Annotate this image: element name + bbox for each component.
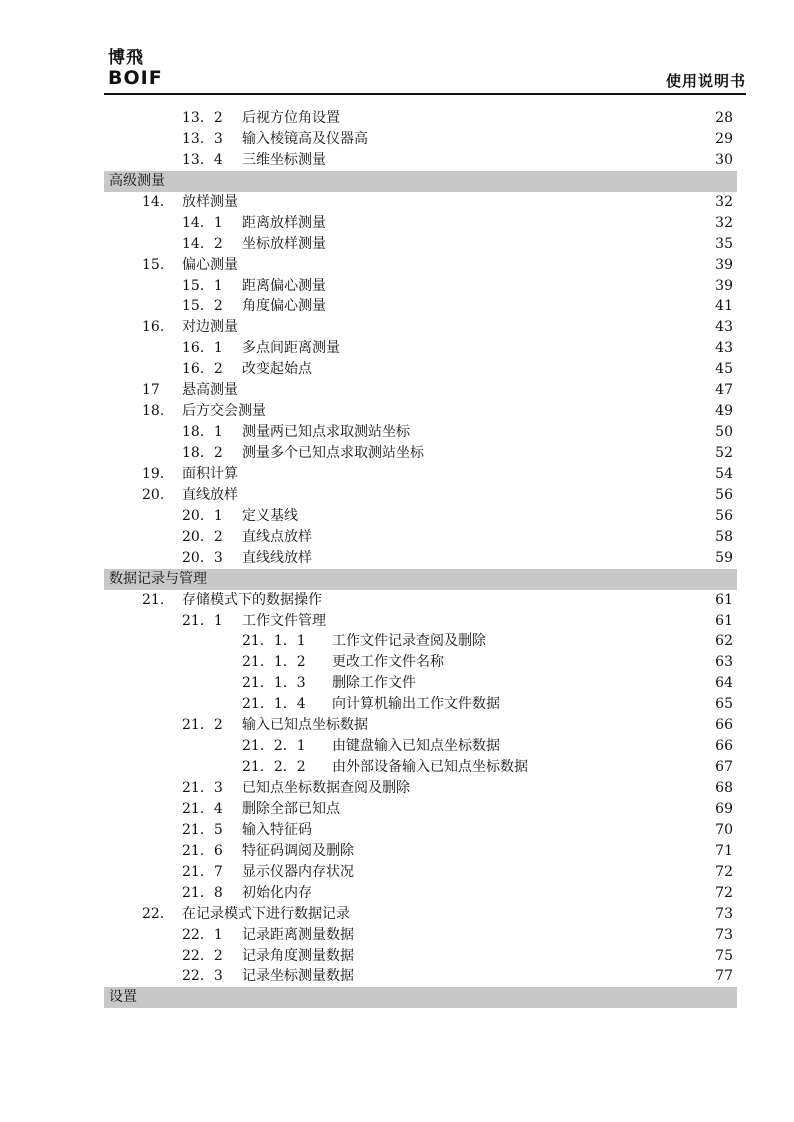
toc-entry[interactable] bbox=[104, 485, 737, 506]
toc-entry[interactable] bbox=[104, 946, 737, 967]
toc-entry-number: 13．3 bbox=[182, 130, 223, 147]
toc-entry-title: 输入棱镜高及仪器高 bbox=[242, 130, 368, 147]
toc-entry[interactable] bbox=[104, 401, 737, 422]
toc-entry-number: 21．3 bbox=[182, 780, 223, 796]
toc-entry[interactable] bbox=[104, 422, 737, 443]
toc-entry-title: 在记录模式下进行数据记录 bbox=[182, 905, 350, 922]
toc-entry-title: 放样测量 bbox=[182, 193, 238, 210]
toc-entry[interactable] bbox=[104, 799, 737, 820]
toc-entry[interactable] bbox=[104, 841, 737, 862]
table-of-contents bbox=[104, 108, 737, 1008]
toc-entry-page: 63 bbox=[715, 654, 733, 671]
toc-entry-title: 直线放样 bbox=[182, 486, 238, 503]
toc-entry[interactable] bbox=[104, 736, 737, 757]
toc-entry[interactable] bbox=[104, 380, 737, 401]
toc-entry-number: 16．1 bbox=[182, 340, 223, 357]
toc-entry-title: 输入特征码 bbox=[242, 821, 312, 838]
toc-entry[interactable] bbox=[104, 296, 737, 317]
brand-logo-chinese: 博飛 bbox=[108, 48, 144, 68]
toc-entry-page: 58 bbox=[715, 528, 733, 545]
toc-entry[interactable] bbox=[104, 255, 737, 276]
toc-entry-number: 20．1 bbox=[182, 507, 223, 524]
toc-entry[interactable] bbox=[104, 778, 737, 799]
toc-entry-number: 20．3 bbox=[182, 549, 223, 566]
toc-entry-page: 65 bbox=[715, 696, 733, 713]
toc-entry-title: 坐标放样测量 bbox=[242, 235, 326, 252]
toc-entry-title: 角度偏心测量 bbox=[242, 298, 326, 315]
toc-entry-page: 70 bbox=[715, 821, 733, 838]
toc-entry-number: 21．1 bbox=[182, 612, 223, 629]
toc-entry-page: 43 bbox=[715, 319, 733, 336]
toc-entry[interactable] bbox=[104, 276, 737, 297]
toc-entry-title: 对边测量 bbox=[182, 319, 238, 336]
toc-entry-title: 工作文件记录查阅及删除 bbox=[332, 633, 486, 650]
toc-entry-title: 后视方位角设置 bbox=[242, 110, 340, 126]
toc-entry-page: 56 bbox=[715, 507, 733, 524]
toc-section-title: 高级测量 bbox=[109, 172, 165, 189]
toc-entry[interactable] bbox=[104, 631, 737, 652]
toc-entry-page: 73 bbox=[715, 905, 733, 922]
toc-section-title: 数据记录与管理 bbox=[109, 570, 207, 587]
toc-entry-page: 67 bbox=[715, 759, 733, 776]
toc-entry[interactable] bbox=[104, 129, 737, 150]
toc-entry-page: 66 bbox=[715, 717, 733, 734]
toc-entry-number: 20．2 bbox=[182, 528, 223, 545]
toc-entry-title: 更改工作文件名称 bbox=[332, 654, 444, 671]
toc-entry-number: 21．1．2 bbox=[242, 654, 306, 671]
toc-entry-page: 47 bbox=[715, 382, 733, 399]
toc-entry-title: 删除工作文件 bbox=[332, 675, 416, 692]
toc-entry[interactable] bbox=[104, 904, 737, 925]
toc-entry-title: 改变起始点 bbox=[242, 361, 312, 378]
toc-section-header bbox=[104, 171, 737, 192]
toc-entry-page: 61 bbox=[715, 612, 733, 629]
toc-entry-number: 21．5 bbox=[182, 821, 223, 838]
toc-entry-number: 21．6 bbox=[182, 842, 223, 859]
toc-entry-title: 悬高测量 bbox=[182, 382, 238, 399]
toc-entry-number: 16．2 bbox=[182, 361, 223, 378]
toc-entry-title: 显示仪器内存状况 bbox=[242, 863, 354, 880]
toc-entry-number: 22．3 bbox=[182, 968, 223, 985]
toc-entry-title: 测量多个已知点求取测站坐标 bbox=[242, 445, 424, 461]
toc-entry-number: 19. bbox=[142, 465, 165, 482]
toc-entry-title: 直线线放样 bbox=[242, 549, 312, 566]
toc-entry-number: 15．2 bbox=[182, 298, 223, 315]
toc-entry-number: 13．4 bbox=[182, 151, 223, 168]
toc-entry-page: 52 bbox=[715, 445, 733, 461]
toc-entry[interactable] bbox=[104, 820, 737, 841]
toc-entry-page: 35 bbox=[715, 235, 733, 252]
toc-entry-title: 删除全部已知点 bbox=[242, 800, 340, 817]
toc-entry[interactable] bbox=[104, 527, 737, 548]
toc-entry-page: 72 bbox=[715, 863, 733, 880]
manual-title: 使用说明书 bbox=[665, 72, 746, 90]
toc-entry-title: 后方交会测量 bbox=[182, 403, 266, 420]
toc-entry-page: 30 bbox=[715, 151, 733, 168]
toc-entry-title: 输入已知点坐标数据 bbox=[242, 717, 368, 734]
toc-entry-page: 39 bbox=[715, 256, 733, 273]
toc-entry-number: 21．1．1 bbox=[242, 633, 306, 650]
toc-entry-title: 已知点坐标数据查阅及删除 bbox=[242, 780, 410, 796]
toc-entry-page: 54 bbox=[715, 465, 733, 482]
toc-entry-title: 工作文件管理 bbox=[242, 612, 326, 629]
toc-entry[interactable] bbox=[104, 652, 737, 673]
toc-entry-number: 13．2 bbox=[182, 110, 223, 126]
toc-entry-number: 22. bbox=[142, 905, 165, 922]
toc-entry-page: 32 bbox=[715, 193, 733, 210]
toc-entry-title: 由键盘输入已知点坐标数据 bbox=[332, 738, 500, 755]
toc-entry[interactable] bbox=[104, 673, 737, 694]
toc-entry[interactable] bbox=[104, 611, 737, 632]
toc-entry[interactable] bbox=[104, 192, 737, 213]
toc-entry-page: 72 bbox=[715, 884, 733, 901]
toc-entry[interactable] bbox=[104, 506, 737, 527]
toc-entry[interactable] bbox=[104, 464, 737, 485]
toc-entry-title: 记录坐标测量数据 bbox=[242, 968, 354, 985]
brand-logo-english: BOIF bbox=[108, 67, 163, 89]
toc-entry-title: 偏心测量 bbox=[182, 256, 238, 273]
toc-entry-title: 距离放样测量 bbox=[242, 214, 326, 231]
toc-entry[interactable] bbox=[104, 213, 737, 234]
toc-entry-title: 测量两已知点求取测站坐标 bbox=[242, 424, 410, 441]
toc-entry-title: 距离偏心测量 bbox=[242, 277, 326, 294]
toc-section-header bbox=[104, 987, 737, 1008]
toc-entry[interactable] bbox=[104, 548, 737, 569]
toc-entry-page: 29 bbox=[715, 130, 733, 147]
toc-entry-title: 多点间距离测量 bbox=[242, 340, 340, 357]
toc-entry-number: 18．2 bbox=[182, 445, 223, 461]
toc-entry-page: 75 bbox=[715, 947, 733, 964]
toc-entry-number: 16. bbox=[142, 319, 165, 336]
toc-entry-title: 记录角度测量数据 bbox=[242, 947, 354, 964]
toc-entry[interactable] bbox=[104, 150, 737, 171]
toc-entry-page: 73 bbox=[715, 926, 733, 943]
toc-entry-title: 三维坐标测量 bbox=[242, 151, 326, 168]
toc-entry-page: 41 bbox=[715, 298, 733, 315]
toc-entry-page: 49 bbox=[715, 403, 733, 420]
toc-entry-page: 56 bbox=[715, 486, 733, 503]
toc-entry-number: 15．1 bbox=[182, 277, 223, 294]
toc-entry-page: 71 bbox=[715, 842, 733, 859]
header-divider bbox=[104, 93, 746, 95]
toc-entry-page: 32 bbox=[715, 214, 733, 231]
toc-entry[interactable] bbox=[104, 443, 737, 464]
toc-entry[interactable] bbox=[104, 715, 737, 736]
page-header bbox=[104, 48, 746, 96]
toc-entry-title: 定义基线 bbox=[242, 507, 298, 524]
toc-entry-page: 50 bbox=[715, 424, 733, 441]
toc-entry[interactable] bbox=[104, 359, 737, 380]
toc-entry-number: 20. bbox=[142, 486, 165, 503]
toc-entry-number: 22．1 bbox=[182, 926, 223, 943]
toc-entry-title: 面积计算 bbox=[182, 465, 238, 482]
toc-entry[interactable] bbox=[104, 883, 737, 904]
toc-entry-title: 直线点放样 bbox=[242, 528, 312, 545]
toc-entry-number: 21．1．4 bbox=[242, 696, 306, 713]
toc-entry-number: 14．2 bbox=[182, 235, 223, 252]
toc-entry-number: 22．2 bbox=[182, 947, 223, 964]
toc-entry-number: 21．4 bbox=[182, 800, 223, 817]
toc-entry-page: 28 bbox=[715, 110, 733, 126]
toc-entry-page: 45 bbox=[715, 361, 733, 378]
toc-section-title: 设置 bbox=[109, 989, 137, 1006]
toc-entry-title: 记录距离测量数据 bbox=[242, 926, 354, 943]
toc-entry[interactable] bbox=[104, 925, 737, 946]
toc-entry-number: 21. bbox=[142, 591, 165, 608]
toc-entry-title: 特征码调阅及删除 bbox=[242, 842, 354, 859]
toc-entry-number: 21．1．3 bbox=[242, 675, 306, 692]
toc-entry-page: 43 bbox=[715, 340, 733, 357]
toc-entry-page: 39 bbox=[715, 277, 733, 294]
toc-entry-page: 59 bbox=[715, 549, 733, 566]
toc-entry-title: 向计算机输出工作文件数据 bbox=[332, 696, 500, 713]
toc-entry[interactable] bbox=[104, 862, 737, 883]
toc-entry-page: 68 bbox=[715, 780, 733, 796]
toc-entry-page: 77 bbox=[715, 968, 733, 985]
toc-entry-number: 18. bbox=[142, 403, 165, 420]
toc-entry[interactable] bbox=[104, 338, 737, 359]
toc-entry[interactable] bbox=[104, 317, 737, 338]
toc-entry[interactable] bbox=[104, 966, 737, 987]
toc-entry-number: 21．2．2 bbox=[242, 759, 306, 776]
toc-entry-number: 21．8 bbox=[182, 884, 223, 901]
toc-entry-number: 18．1 bbox=[182, 424, 223, 441]
toc-entry[interactable] bbox=[104, 757, 737, 778]
toc-entry-number: 14．1 bbox=[182, 214, 223, 231]
toc-entry[interactable] bbox=[104, 694, 737, 715]
toc-entry-number: 15. bbox=[142, 256, 165, 273]
toc-entry-title: 由外部设备输入已知点坐标数据 bbox=[332, 759, 528, 776]
toc-entry[interactable] bbox=[104, 234, 737, 255]
toc-entry[interactable] bbox=[104, 108, 737, 129]
toc-entry-page: 66 bbox=[715, 738, 733, 755]
toc-entry-page: 64 bbox=[715, 675, 733, 692]
toc-section-header bbox=[104, 569, 737, 590]
toc-entry-number: 21．7 bbox=[182, 863, 223, 880]
toc-entry-page: 69 bbox=[715, 800, 733, 817]
toc-entry-page: 62 bbox=[715, 633, 733, 650]
toc-entry-number: 21．2 bbox=[182, 717, 223, 734]
toc-entry-number: 17 bbox=[142, 382, 160, 399]
toc-entry-number: 14. bbox=[142, 193, 165, 210]
toc-entry-title: 存储模式下的数据操作 bbox=[182, 591, 322, 608]
toc-entry-page: 61 bbox=[715, 591, 733, 608]
toc-entry[interactable] bbox=[104, 590, 737, 611]
toc-entry-title: 初始化内存 bbox=[242, 884, 312, 901]
toc-entry-number: 21．2．1 bbox=[242, 738, 306, 755]
